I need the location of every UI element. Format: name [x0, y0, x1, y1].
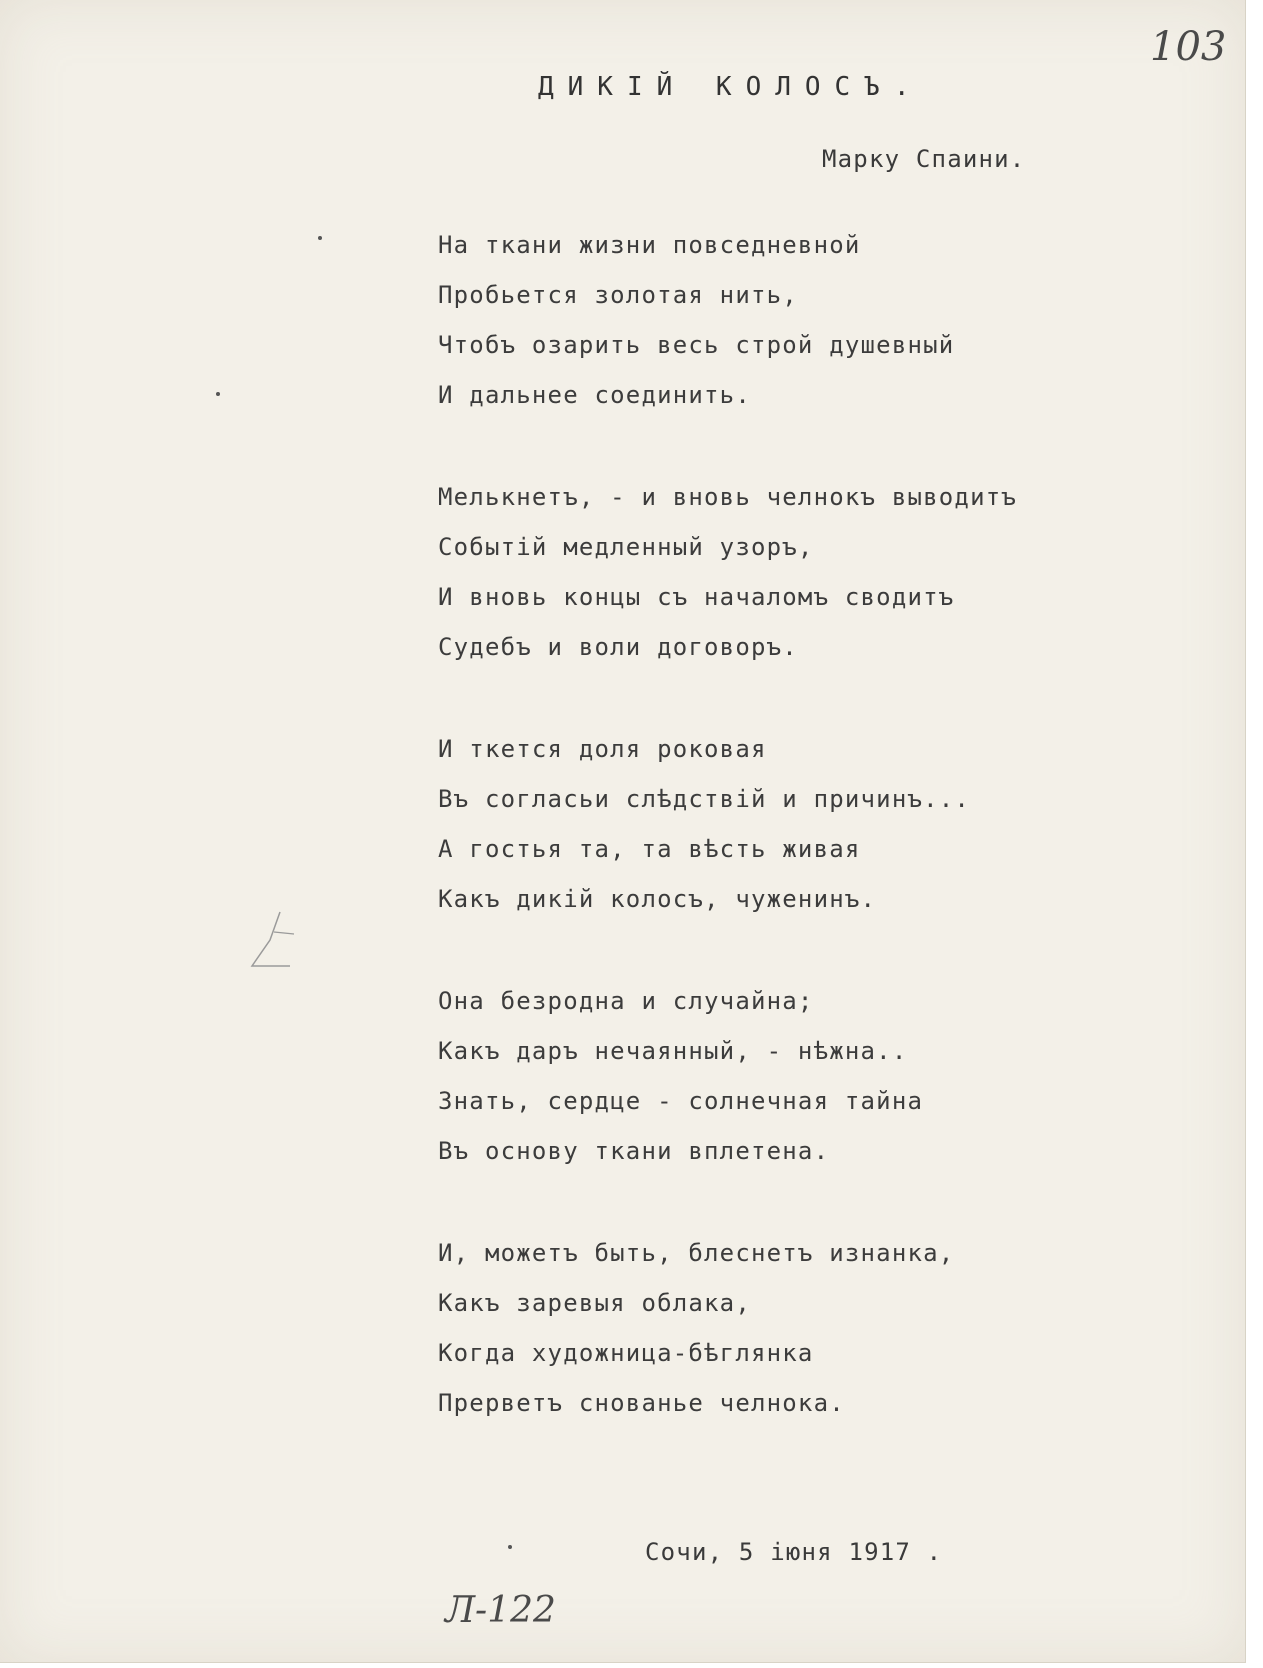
page-number: 103 [1150, 24, 1227, 70]
poem-body [438, 220, 1017, 1480]
stanza [438, 724, 1017, 924]
poem-line: Событій медленный узоръ, [438, 533, 814, 561]
poem-line: Чтобъ озарить весь строй душевный [438, 331, 955, 359]
poem-line: Какъ дикій колосъ, чуженинъ. [438, 885, 877, 913]
archive-code: Л-122 [445, 1590, 556, 1631]
poem-line: И, можетъ быть, блеснетъ изнанка, [438, 1239, 955, 1267]
poem-line: Въ согласьи слѣдствій и причинъ... [438, 785, 971, 813]
poem-line: Когда художница-бѣглянка [438, 1339, 814, 1367]
poem-line: Знать, сердце - солнечная тайна [438, 1087, 924, 1115]
place-date-signature: Сочи, 5 іюня 1917 . [645, 1538, 943, 1566]
stanza [438, 976, 1017, 1176]
poem-line: Какъ даръ нечаянный, - нѣжна.. [438, 1037, 908, 1065]
poem-line: И вновь концы съ началомъ сводитъ [438, 583, 955, 611]
poem-line: Пробьется золотая нить, [438, 281, 798, 309]
poem-line: И дальнее соединить. [438, 381, 751, 409]
pencil-mark-icon [250, 910, 300, 970]
poem-title: ДИКІЙ КОЛОСЪ. [538, 72, 924, 102]
poem-line: Въ основу ткани вплетена. [438, 1137, 830, 1165]
poem-line: И ткется доля роковая [438, 735, 767, 763]
poem-line: Прерветъ снованье челнока. [438, 1389, 845, 1417]
poem-line: Какъ заревыя облака, [438, 1289, 751, 1317]
poem-line: Она безродна и случайна; [438, 987, 814, 1015]
poem-line: А гостья та, та вѣсть живая [438, 835, 861, 863]
stanza [438, 220, 1017, 420]
stanza [438, 472, 1017, 672]
ink-dot [508, 1545, 512, 1549]
poem-line: Мелькнетъ, - и вновь челнокъ выводитъ [438, 483, 1018, 511]
ink-dot [318, 236, 322, 240]
ink-dot [216, 392, 220, 396]
poem-line: На ткани жизни повседневной [438, 231, 861, 259]
stanza [438, 1228, 1017, 1428]
poem-line: Судебъ и воли договоръ. [438, 633, 798, 661]
dedication: Марку Спаини. [822, 145, 1026, 173]
